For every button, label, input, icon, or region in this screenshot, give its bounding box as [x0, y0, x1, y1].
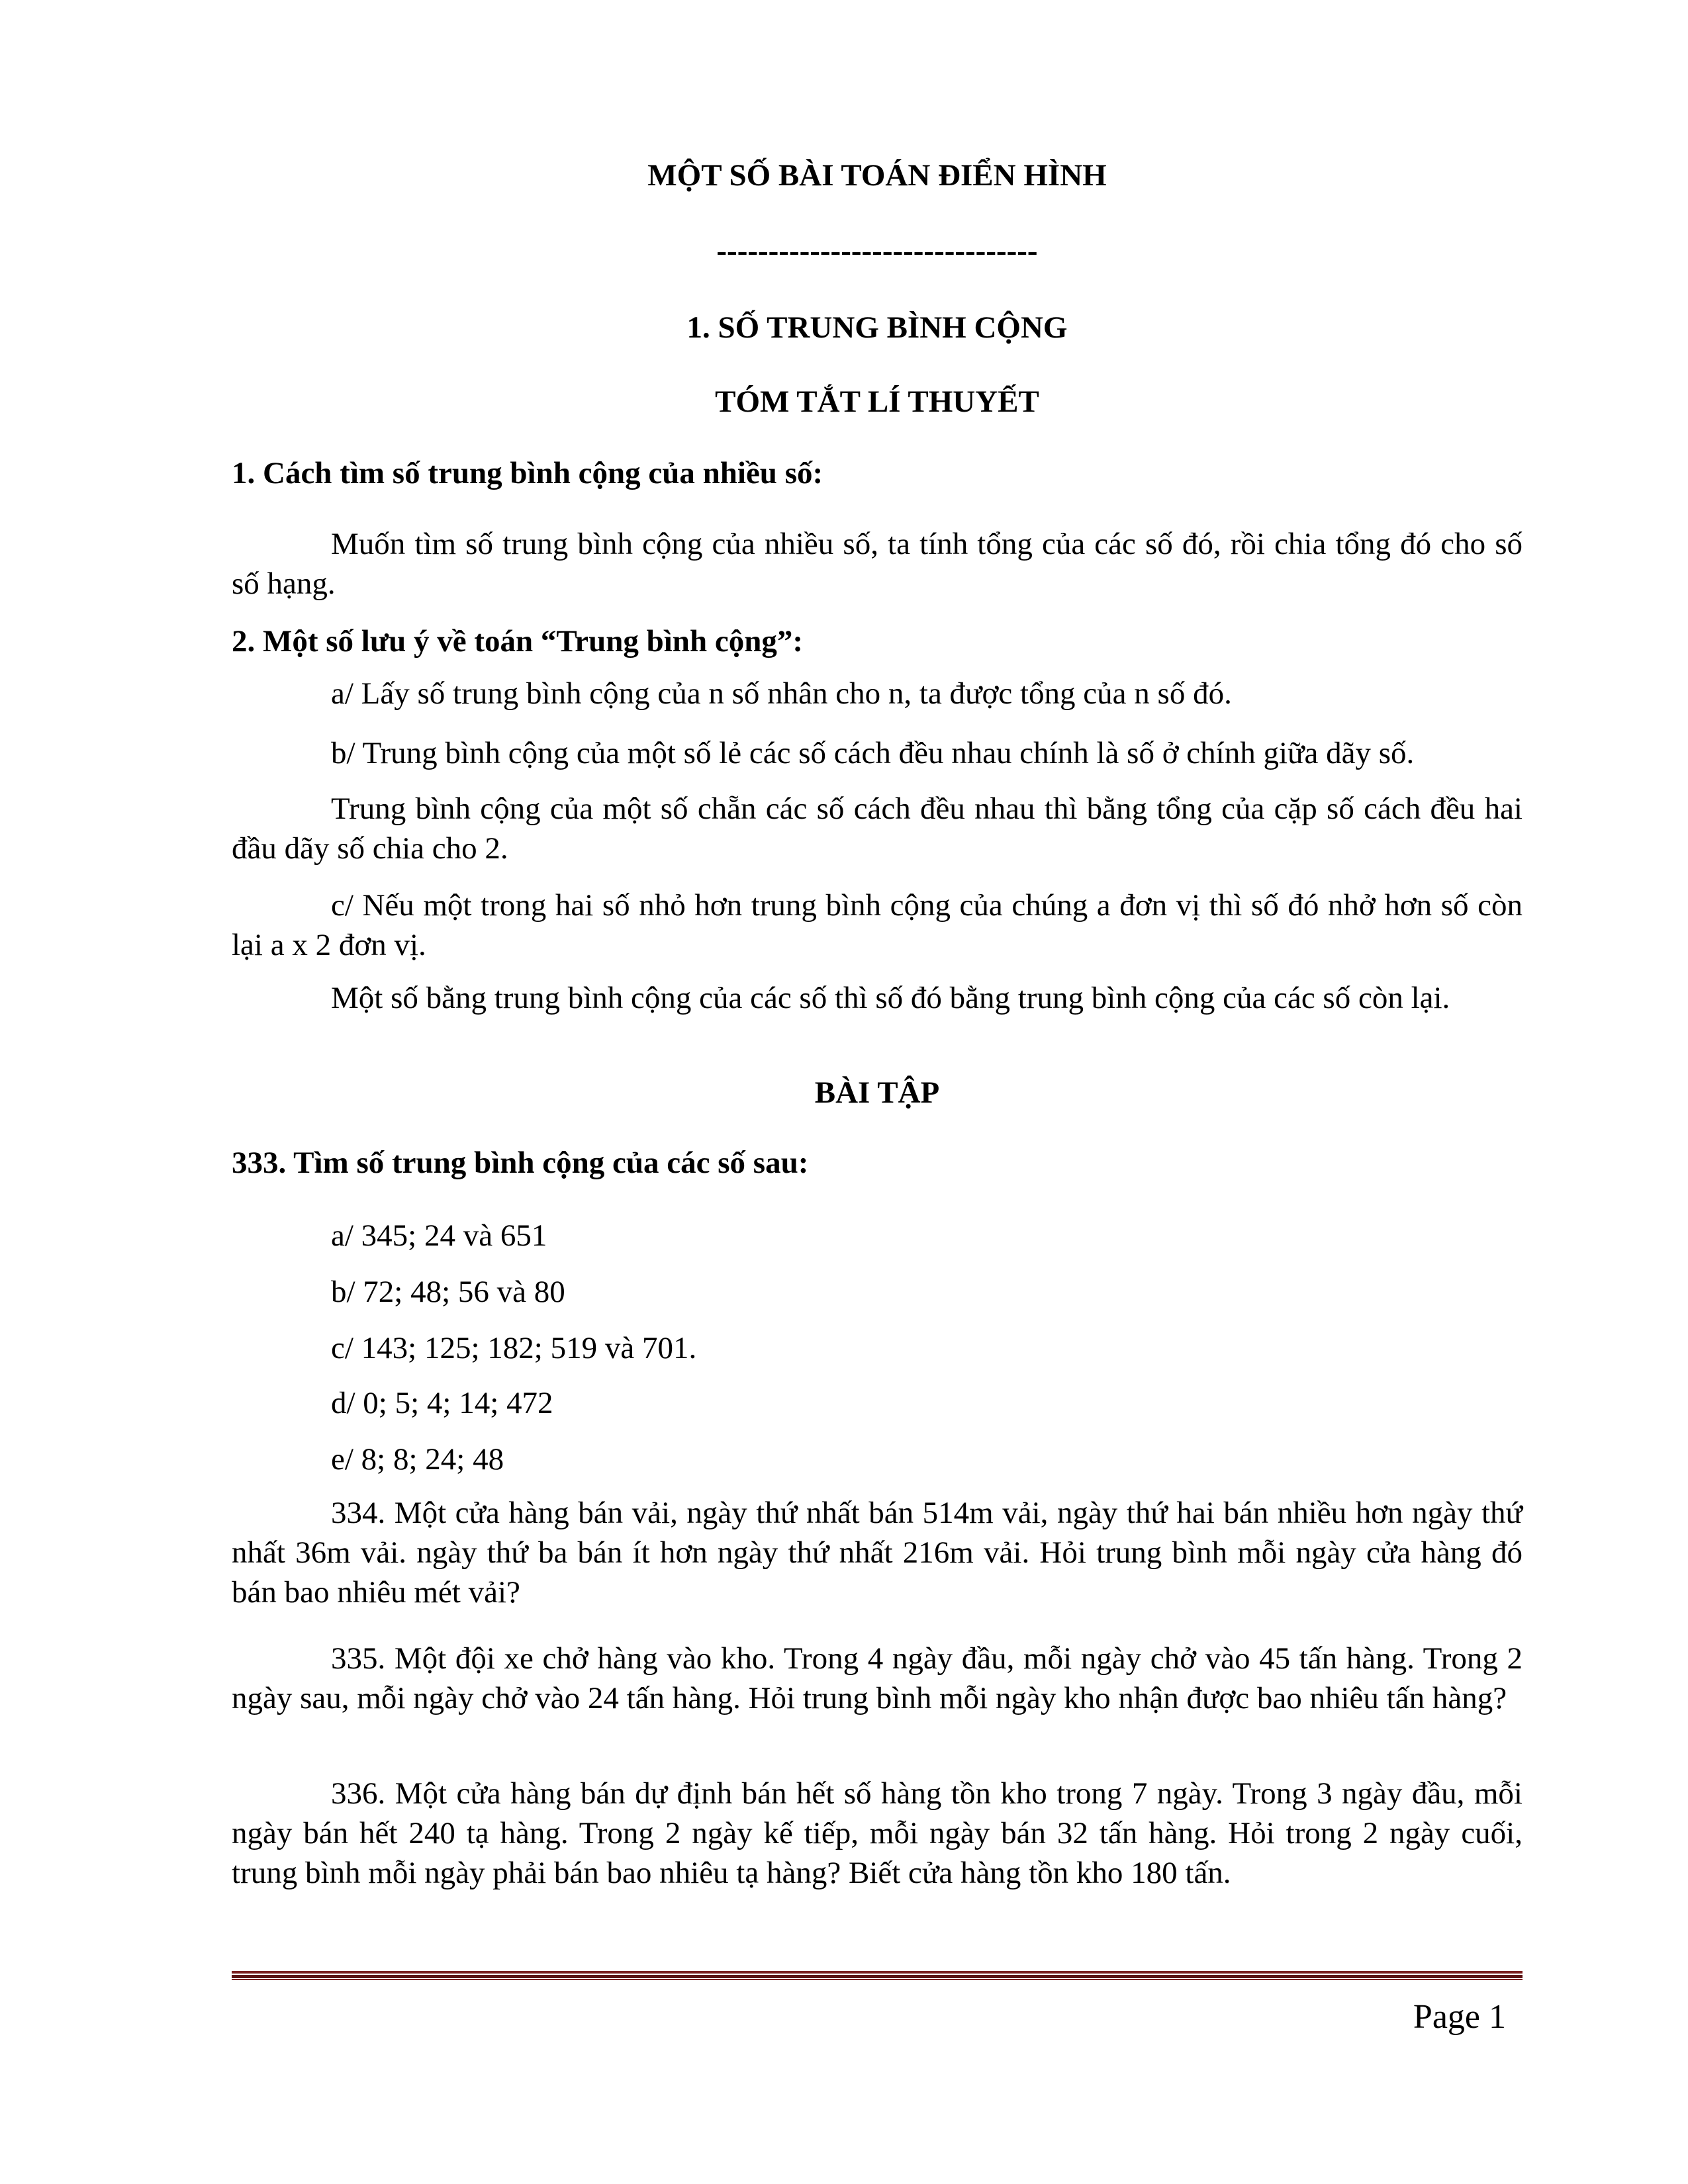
note-c: c/ Nếu một trong hai số nhỏ hơn trung bình cộng của chúng a đơn vị thì số đó nhở hơn số còn lại a x 2 đơn vị. — [232, 888, 1523, 962]
exercises-title: BÀI TẬP — [814, 1075, 940, 1110]
exercise-333-item: a/ 345; 24 và 651 — [331, 1218, 547, 1253]
page-number: Page 1 — [1413, 1998, 1506, 2036]
exercise-335: 335. Một đội xe chở hàng vào kho. Trong 4 ngày đầu, mỗi ngày chở vào 45 tấn hàng. Trong 2 ngày sau, mỗi ngày chở vào 24 tấn hàng. Hỏi trung bình mỗi ngày kho nhận được bao nhiêu tấn hàng? — [232, 1641, 1523, 1715]
theory-heading-1: 1. Cách tìm số trung bình cộng của nhiều số: — [232, 456, 823, 490]
theory-title: TÓM TẮT LÍ THUYẾT — [715, 385, 1039, 419]
document-page — [232, 0, 1523, 2184]
exercise-333-item: d/ 0; 5; 4; 14; 472 — [331, 1386, 553, 1420]
footer-rule — [232, 1971, 1523, 1980]
exercise-333-item: b/ 72; 48; 56 và 80 — [331, 1275, 565, 1309]
exercise-336: 336. Một cửa hàng bán dự định bán hết số hàng tồn kho trong 7 ngày. Trong 3 ngày đầu, mỗi ngày bán hết 240 tạ hàng. Trong 2 ngày kế tiếp, mỗi ngày bán 32 tấn hàng. Hỏi trong 2 ngày cuối, trung bình mỗi ngày phải bán bao nhiêu tạ hàng? Biết cửa hàng tồn kho 180 tấn. — [232, 1776, 1523, 1890]
document-title: MỘT SỐ BÀI TOÁN ĐIỂN HÌNH — [647, 158, 1107, 193]
note-c-continued: Một số bằng trung bình cộng của các số thì số đó bằng trung bình cộng của các số còn lại. — [331, 981, 1450, 1015]
exercise-334: 334. Một cửa hàng bán vải, ngày thứ nhất bán 514m vải, ngày thứ hai bán nhiều hơn ngày thứ nhất 36m vải. ngày thứ ba bán ít hơn ngày thứ nhất 216m vải. Hỏi trung bình mỗi ngày cửa hàng đó bán bao nhiêu mét vải? — [232, 1496, 1523, 1610]
theory-heading-2: 2. Một số lưu ý về toán “Trung bình cộng”: — [232, 624, 803, 659]
exercise-333-item: e/ 8; 8; 24; 48 — [331, 1442, 504, 1477]
theory-paragraph-1: Muốn tìm số trung bình cộng của nhiều số, ta tính tổng của các số đó, rồi chia tổng đó cho số số hạng. — [232, 527, 1523, 601]
note-a: a/ Lấy số trung bình cộng của n số nhân cho n, ta được tổng của n số đó. — [331, 676, 1232, 711]
exercise-333-heading: 333. Tìm số trung bình cộng của các số sau: — [232, 1146, 809, 1180]
exercise-333-item: c/ 143; 125; 182; 519 và 701. — [331, 1331, 697, 1365]
section-title: 1. SỐ TRUNG BÌNH CỘNG — [686, 310, 1068, 345]
note-b: b/ Trung bình cộng của một số lẻ các số cách đều nhau chính là số ở chính giữa dãy số. — [331, 736, 1415, 770]
title-divider: ------------------------------- — [716, 234, 1038, 268]
note-b-continued: Trung bình cộng của một số chẵn các số cách đều nhau thì bằng tổng của cặp số cách đều hai đầu dãy số chia cho 2. — [232, 792, 1523, 866]
